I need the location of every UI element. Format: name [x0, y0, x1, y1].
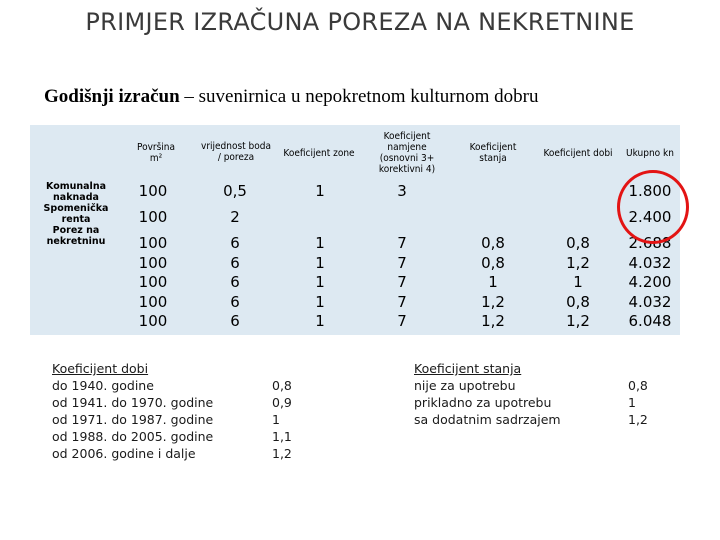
notes-dobi-value: 0,8 — [272, 378, 292, 393]
notes-stanja-value: 0,8 — [628, 378, 648, 393]
cell-porez-namjene: 7 — [397, 253, 407, 272]
notes-stanja-item: nije za upotrebu — [414, 378, 516, 393]
cell-porez-zone: 1 — [315, 312, 325, 330]
col-porez-ukupno — [625, 234, 675, 332]
cell-porez-ukupno: 4.032 — [628, 253, 672, 272]
cell-porez-povrsina: 100 — [138, 273, 168, 291]
cell-porez-namjene: 7 — [397, 273, 407, 291]
cell-porez-vrijednost: 6 — [230, 273, 240, 291]
cell-porez-dobi: 1,2 — [566, 312, 590, 330]
cell-porez-ukupno: 4.200 — [628, 273, 672, 291]
notes-stanja — [414, 360, 561, 428]
notes-dobi-heading: Koeficijent dobi — [52, 361, 149, 376]
page-title: PRIMJER IZRAČUNA POREZA NA NEKRETNINE — [85, 8, 635, 36]
cell-porez-zone: 1 — [315, 234, 325, 252]
cell-kom-namjene: 3 — [397, 182, 407, 200]
cell-porez-stanja: 1 — [488, 273, 498, 291]
row-labels — [33, 181, 119, 247]
cell-porez-povrsina: 100 — [138, 234, 168, 252]
col-porez-stanja — [465, 234, 521, 332]
header-dobi: Koeficijent dobi — [543, 147, 613, 159]
col-porez-dobi — [550, 234, 606, 332]
notes-dobi-item: od 1971. do 1987. godine — [52, 412, 214, 427]
col-porez-povrsina — [128, 234, 178, 332]
col-porez-zone — [290, 234, 350, 332]
cell-porez-namjene: 7 — [397, 292, 407, 311]
cell-porez-stanja: 0,8 — [481, 253, 505, 272]
cell-porez-ukupno: 6.048 — [628, 312, 672, 330]
notes-stanja-item: prikladno za upotrebu — [414, 395, 552, 410]
cell-kom-vrijednost: 0,5 — [223, 182, 247, 200]
cell-porez-ukupno: 4.032 — [628, 292, 672, 311]
cell-porez-povrsina: 100 — [138, 292, 168, 311]
cell-porez-zone: 1 — [315, 292, 325, 311]
cell-porez-ukupno: 2.688 — [628, 234, 672, 252]
notes-stanja-item: sa dodatnim sadrzajem — [414, 412, 561, 427]
cell-kom-povrsina: 100 — [138, 182, 168, 200]
cell-porez-dobi: 0,8 — [566, 292, 590, 311]
cell-porez-povrsina: 100 — [138, 253, 168, 272]
notes-dobi-item: od 1988. do 2005. godine — [52, 429, 214, 444]
header-namjene: Koeficijent namjene (osnovni 3+ korektivni 4) — [378, 131, 436, 175]
cell-porez-dobi: 1,2 — [566, 253, 590, 272]
subtitle-bold: Godišnji izračun — [44, 86, 180, 107]
notes-dobi-value: 1 — [272, 412, 280, 427]
row-label-spomenicka: Spomenička renta — [43, 203, 109, 225]
header-vrijednost: vrijednost boda / poreza — [201, 141, 271, 163]
col-porez-vrijednost — [205, 234, 265, 332]
header-zone: Koeficijent zone — [283, 147, 355, 159]
notes-dobi-item: od 1941. do 1970. godine — [52, 395, 214, 410]
notes-stanja-value: 1 — [628, 395, 636, 410]
notes-dobi-value: 1,1 — [272, 429, 292, 444]
cell-porez-vrijednost: 6 — [230, 253, 240, 272]
col-porez-namjene — [380, 234, 424, 332]
header-stanja: Koeficijent stanja — [469, 142, 517, 164]
row-label-komunalna: Komunalna naknada — [46, 181, 106, 203]
cell-porez-povrsina: 100 — [138, 312, 168, 330]
header-ukupno: Ukupno kn — [626, 147, 674, 159]
cell-porez-namjene: 7 — [397, 312, 407, 330]
cell-porez-dobi: 1 — [573, 273, 583, 291]
cell-porez-namjene: 7 — [397, 234, 407, 252]
cell-porez-stanja: 1,2 — [481, 292, 505, 311]
cell-kom-zone: 1 — [315, 182, 325, 200]
cell-spom-ukupno: 2.400 — [628, 208, 672, 226]
row-label-porez: Porez na nekretninu — [46, 225, 106, 247]
notes-dobi-values — [272, 377, 292, 462]
notes-dobi-item: od 2006. godine i dalje — [52, 446, 196, 461]
cell-porez-vrijednost: 6 — [230, 312, 240, 330]
notes-stanja-heading: Koeficijent stanja — [414, 361, 522, 376]
notes-dobi — [52, 360, 213, 462]
cell-porez-stanja: 0,8 — [481, 234, 505, 252]
cell-spom-povrsina: 100 — [138, 208, 168, 226]
cell-porez-vrijednost: 6 — [230, 234, 240, 252]
highlight-circle — [617, 170, 689, 244]
subtitle-rest: – suvenirnica u nepokretnom kulturnom dobru — [179, 86, 539, 107]
cell-porez-dobi: 0,8 — [566, 234, 590, 252]
cell-spom-vrijednost: 2 — [230, 208, 240, 226]
notes-dobi-value: 1,2 — [272, 446, 292, 461]
notes-stanja-values — [628, 377, 648, 428]
subtitle — [44, 86, 538, 108]
header-povrsina: Površina m² — [137, 142, 175, 164]
notes-dobi-item: do 1940. godine — [52, 378, 154, 393]
notes-stanja-value: 1,2 — [628, 412, 648, 427]
cell-porez-zone: 1 — [315, 253, 325, 272]
cell-porez-stanja: 1,2 — [481, 312, 505, 330]
notes-dobi-value: 0,9 — [272, 395, 292, 410]
cell-kom-ukupno: 1.800 — [628, 182, 672, 200]
cell-porez-vrijednost: 6 — [230, 292, 240, 311]
cell-porez-zone: 1 — [315, 273, 325, 291]
